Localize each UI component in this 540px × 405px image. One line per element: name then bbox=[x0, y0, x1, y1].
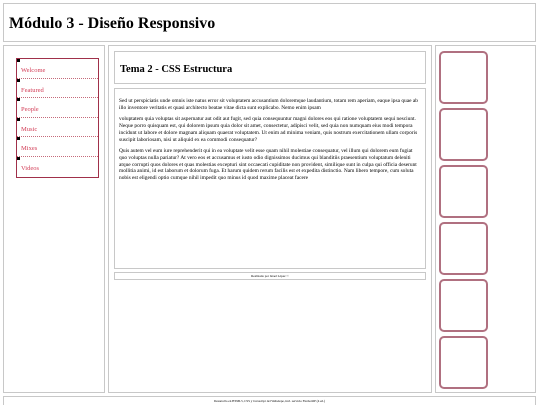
sidebar-tile[interactable] bbox=[439, 336, 488, 389]
bullet-icon bbox=[17, 118, 20, 121]
bullet-icon bbox=[17, 59, 20, 62]
nav-item-label[interactable]: Featured bbox=[21, 86, 44, 94]
nav-item-label[interactable]: People bbox=[21, 106, 39, 114]
right-sidebar bbox=[435, 45, 536, 393]
nav-item-mixes[interactable] bbox=[17, 137, 98, 157]
bullet-icon bbox=[17, 79, 20, 82]
article-paragraph: voluptatem quia voluptas sit aspernatur aut odit aut fugit, sed quia consequuntur magni dolores eos qui ratione voluptatem sequi nesciunt. Neque porro quisquam est, qui dolorem ipsum quia dolor sit amet, consectetur, adipisci velit, sed quia non numquam eius modi tempora incidunt ut labore et dolore magnam aliquam quaerat voluptatem. Ut enim ad minima veniam, quis nostrum exercitationem ullam corporis suscipit laboriosam, nisi ut aliquid ex ea commodi consequatur? bbox=[119, 116, 418, 143]
nav-item-label[interactable]: Mixes bbox=[21, 145, 38, 153]
page-footer: Desarrollo en HTML5, CSS y Javascript del Webelepe, incl. servicio FirebotOP (4 ed.) bbox=[3, 396, 536, 405]
left-sidebar bbox=[3, 45, 105, 393]
bullet-icon bbox=[17, 157, 20, 160]
article bbox=[114, 88, 426, 269]
main-content bbox=[108, 45, 432, 393]
nav-menu bbox=[16, 58, 99, 178]
section-title: Tema 2 - CSS Estructura bbox=[120, 64, 233, 75]
article-paragraph: Quis autem vel eum iure reprehenderit qui in ea voluptate velit esse quam nihil molestiae consequatur, vel illum qui dolorem eum fugiat quo voluptas nulla pariatur? At vero eos et accusamus et iusto odio dignissimos ducimus qui blanditiis praesentium voluptatum deleniti atque corrupti quos dolores et quas molestias excepturi sint occaecati cupiditate non provident, similique sunt in culpa qui officia deserunt mollitia animi, id est laborum et dolorum fuga. Et harum quidem rerum facilis est et expedita distinctio. Nam libero tempore, cum soluta nobis est eligendi optio cumque nihil impedit quo minus id quod maxime placeat facere bbox=[119, 148, 417, 182]
bullet-icon bbox=[17, 137, 20, 140]
bullet-icon bbox=[17, 98, 20, 101]
nav-item-videos[interactable] bbox=[17, 157, 98, 177]
nav-item-welcome[interactable] bbox=[17, 59, 98, 79]
nav-item-music[interactable] bbox=[17, 118, 98, 138]
sidebar-tile[interactable] bbox=[439, 222, 488, 275]
sidebar-tile[interactable] bbox=[439, 108, 488, 161]
nav-item-label[interactable]: Music bbox=[21, 125, 38, 133]
nav-item-label[interactable]: Videos bbox=[21, 164, 40, 172]
section-title-box bbox=[114, 51, 426, 84]
credit-line: Realizado por Israel López © bbox=[114, 272, 426, 280]
page-title: Módulo 3 - Diseño Responsivo bbox=[9, 15, 216, 32]
nav-item-people[interactable] bbox=[17, 98, 98, 118]
nav-item-featured[interactable] bbox=[17, 79, 98, 99]
sidebar-tile[interactable] bbox=[439, 51, 488, 104]
article-paragraph: Sed ut perspiciatis unde omnis iste natus error sit voluptatem accusantium doloremque laudantium, totam rem aperiam, eaque ipsa quae ab illo inventore veritatis et quasi architecto beatae vitae dicta sunt explicabo. Nemo enim ipsam bbox=[119, 98, 418, 111]
nav-item-label[interactable]: Welcome bbox=[21, 67, 46, 74]
page-header bbox=[3, 3, 536, 42]
sidebar-tile[interactable] bbox=[439, 165, 488, 218]
sidebar-tile[interactable] bbox=[439, 279, 488, 332]
